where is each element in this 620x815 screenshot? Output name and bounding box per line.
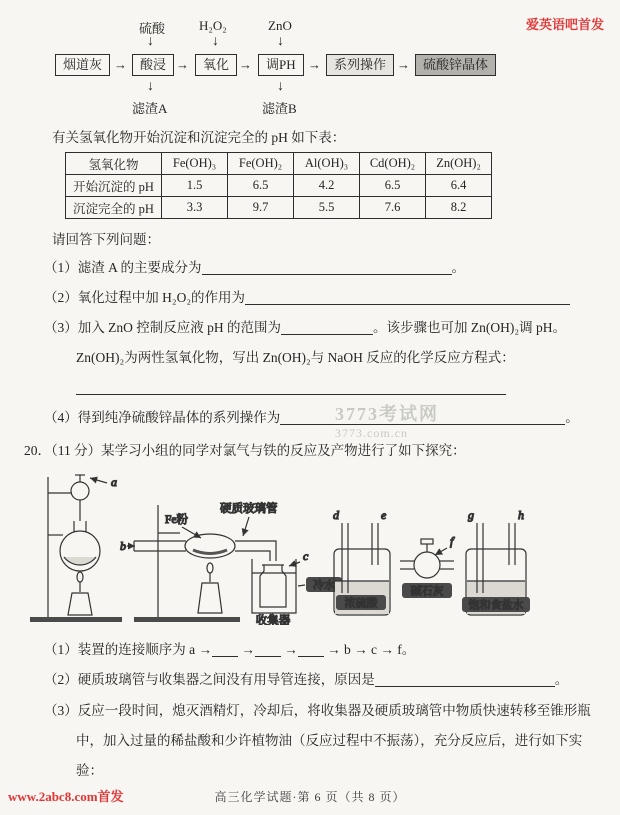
question-text: （1）滤渣 A 的主要成分为 xyxy=(44,260,202,275)
fe-powder-label: Fe粉 xyxy=(165,514,188,526)
diagram-label-a: a xyxy=(111,475,117,489)
question-20-3 xyxy=(20,696,596,786)
question-3-line2 xyxy=(20,347,600,368)
answer-blank xyxy=(281,320,373,335)
table-header-cell: 氢氧化物 xyxy=(66,153,162,175)
down-arrow-icon: ↓ xyxy=(277,34,284,49)
table-cell: 6.5 xyxy=(360,175,426,197)
table-cell: 1.5 xyxy=(162,175,228,197)
table-header-cell: Al(OH)₃ xyxy=(294,153,360,175)
question-1 xyxy=(20,257,600,278)
table-intro: 有关氢氧化物开始沉淀和沉淀完全的 pH 如下表： xyxy=(52,130,346,145)
flowchart-residue: 滤渣A xyxy=(132,101,168,116)
flowchart-reagent: 硫酸 xyxy=(139,21,166,36)
row-label: 沉淀完全的 pH xyxy=(66,197,162,219)
table-header-cell: Fe(OH)₂ xyxy=(228,153,294,175)
watermark-bottom-left: www.2abc8.com首发 xyxy=(8,789,124,804)
collector-label: 收集器 xyxy=(255,615,291,625)
question-2 xyxy=(20,287,600,308)
table-header-cell: Cd(OH)₂ xyxy=(360,153,426,175)
table-cell: 9.7 xyxy=(228,197,294,219)
question-text: （3）加入 ZnO 控制反应液 pH 的范围为 xyxy=(44,320,281,335)
watermark-site-url: 3773.com.cn xyxy=(335,426,408,440)
watermark-top-right: 爱英语吧首发 xyxy=(525,17,604,32)
punctuation: 。 xyxy=(565,410,579,425)
diagram-label-f: f xyxy=(450,534,454,548)
question-text: b → c → f。 xyxy=(344,642,416,657)
question-4 xyxy=(20,407,600,428)
question-text: （4）得到纯净硫酸锌晶体的系列操作为 xyxy=(44,410,281,425)
watermark-site-name: 3773考试网 xyxy=(335,404,439,424)
answer-blank xyxy=(255,642,281,657)
washing-bottle-brine xyxy=(462,508,530,615)
cold-water-label: 冷水 xyxy=(313,579,335,592)
right-arrow-icon: → xyxy=(176,57,189,72)
table-header-row xyxy=(66,153,492,175)
table-cell: 3.3 xyxy=(162,197,228,219)
flowchart-box: 酸浸 xyxy=(132,54,174,76)
table-cell: 8.2 xyxy=(426,197,492,219)
flowchart-box: 硫酸锌晶体 xyxy=(415,54,496,76)
right-arrow-icon: → xyxy=(284,642,298,657)
process-flowchart xyxy=(20,18,600,118)
down-arrow-icon: ↓ xyxy=(147,34,154,49)
table-cell: 5.5 xyxy=(294,197,360,219)
question-3-line1 xyxy=(20,317,600,338)
question-20-2 xyxy=(20,669,600,690)
question-text: （2）硬质玻璃管与收集器之间没有用导管连接，原因是 xyxy=(44,672,375,687)
right-arrow-icon: → xyxy=(198,642,212,657)
diagram-label-c: c xyxy=(303,549,309,563)
row-label: 开始沉淀的 pH xyxy=(66,175,162,197)
table-header-cell: Fe(OH)₃ xyxy=(162,153,228,175)
question-text: （2）氧化过程中加 H₂O₂的作用为 xyxy=(44,290,246,305)
saturated-brine-label: 饱和食盐水 xyxy=(468,599,524,612)
question-text: 。该步骤也可加 Zn(OH)₂调 pH。 xyxy=(373,320,566,335)
right-arrow-icon: → xyxy=(397,57,410,72)
flowchart-box: 系列操作 xyxy=(326,54,394,76)
punctuation: 。 xyxy=(451,260,466,275)
hydroxide-ph-table xyxy=(65,152,492,219)
right-arrow-icon: → xyxy=(239,57,252,72)
question-text: （1）装置的连接顺序为 a xyxy=(44,642,196,657)
table-cell: 6.5 xyxy=(228,175,294,197)
flowchart-reagent: ZnO xyxy=(268,18,292,33)
soda-lime-label: 碱石灰 xyxy=(410,585,444,598)
question-text: Zn(OH)₂为两性氢氧化物，写出 Zn(OH)₂与 NaOH 反应的化学反应方程式： xyxy=(76,350,515,365)
table-row xyxy=(66,175,492,197)
diagram-label-h: h xyxy=(518,508,524,522)
diagram-label-b: b xyxy=(120,539,126,553)
questions-prompt: 请回答下列问题： xyxy=(52,232,160,247)
flowchart-box: 调PH xyxy=(258,54,304,76)
diagram-label-g: g xyxy=(468,508,474,522)
diagram-label-d: d xyxy=(333,508,339,522)
question-20-1 xyxy=(20,639,600,660)
flowchart-residue: 滤渣B xyxy=(262,101,297,116)
answer-blank xyxy=(76,380,506,395)
question-20-header: 20．（11 分）某学习小组的同学对氯气与铁的反应及产物进行了如下探究： xyxy=(24,443,466,458)
down-arrow-icon: ↓ xyxy=(147,79,154,94)
down-arrow-icon: ↓ xyxy=(212,34,219,49)
soda-lime-apparatus xyxy=(400,534,455,598)
answer-blank xyxy=(245,290,570,305)
right-arrow-icon: → xyxy=(114,57,127,72)
gas-generator-apparatus xyxy=(30,475,122,622)
diagram-label-e: e xyxy=(381,508,387,522)
washing-bottle-acid xyxy=(333,508,390,615)
table-cell: 6.4 xyxy=(426,175,492,197)
concentrated-acid-label: 浓硫酸 xyxy=(344,597,378,610)
punctuation: 。 xyxy=(554,672,569,687)
table-header-cell: Zn(OH)₂ xyxy=(426,153,492,175)
glass-tube-apparatus xyxy=(120,501,342,625)
question-3-line3 xyxy=(20,377,600,398)
answer-blank xyxy=(375,672,555,687)
answer-blank xyxy=(202,260,452,275)
answer-blank xyxy=(212,642,238,657)
question-text: （3）反应一段时间，熄灭酒精灯，冷却后，将收集器及硬质玻璃管中物质快速转移至锥形瓶中，加入过量的稀盐酸和少许植物油（反应过程中不振荡），充分反应后，进行如下实验： xyxy=(44,703,591,778)
right-arrow-icon: → xyxy=(327,642,341,657)
right-arrow-icon: → xyxy=(241,642,255,657)
table-cell: 7.6 xyxy=(360,197,426,219)
page-footer: 高三化学试题·第 6 页（共 8 页） xyxy=(214,790,406,804)
right-arrow-icon: → xyxy=(308,57,321,72)
table-cell: 4.2 xyxy=(294,175,360,197)
watermark-3773 xyxy=(335,400,439,441)
down-arrow-icon: ↓ xyxy=(277,79,284,94)
flowchart-box: 氧化 xyxy=(195,54,237,76)
flowchart-reagent: H₂O₂ xyxy=(199,18,227,33)
answer-blank xyxy=(298,642,324,657)
table-row xyxy=(66,197,492,219)
apparatus-diagram xyxy=(22,465,600,630)
glass-tube-label: 硬质玻璃管 xyxy=(220,503,278,515)
flowchart-box: 烟道灰 xyxy=(55,54,110,76)
